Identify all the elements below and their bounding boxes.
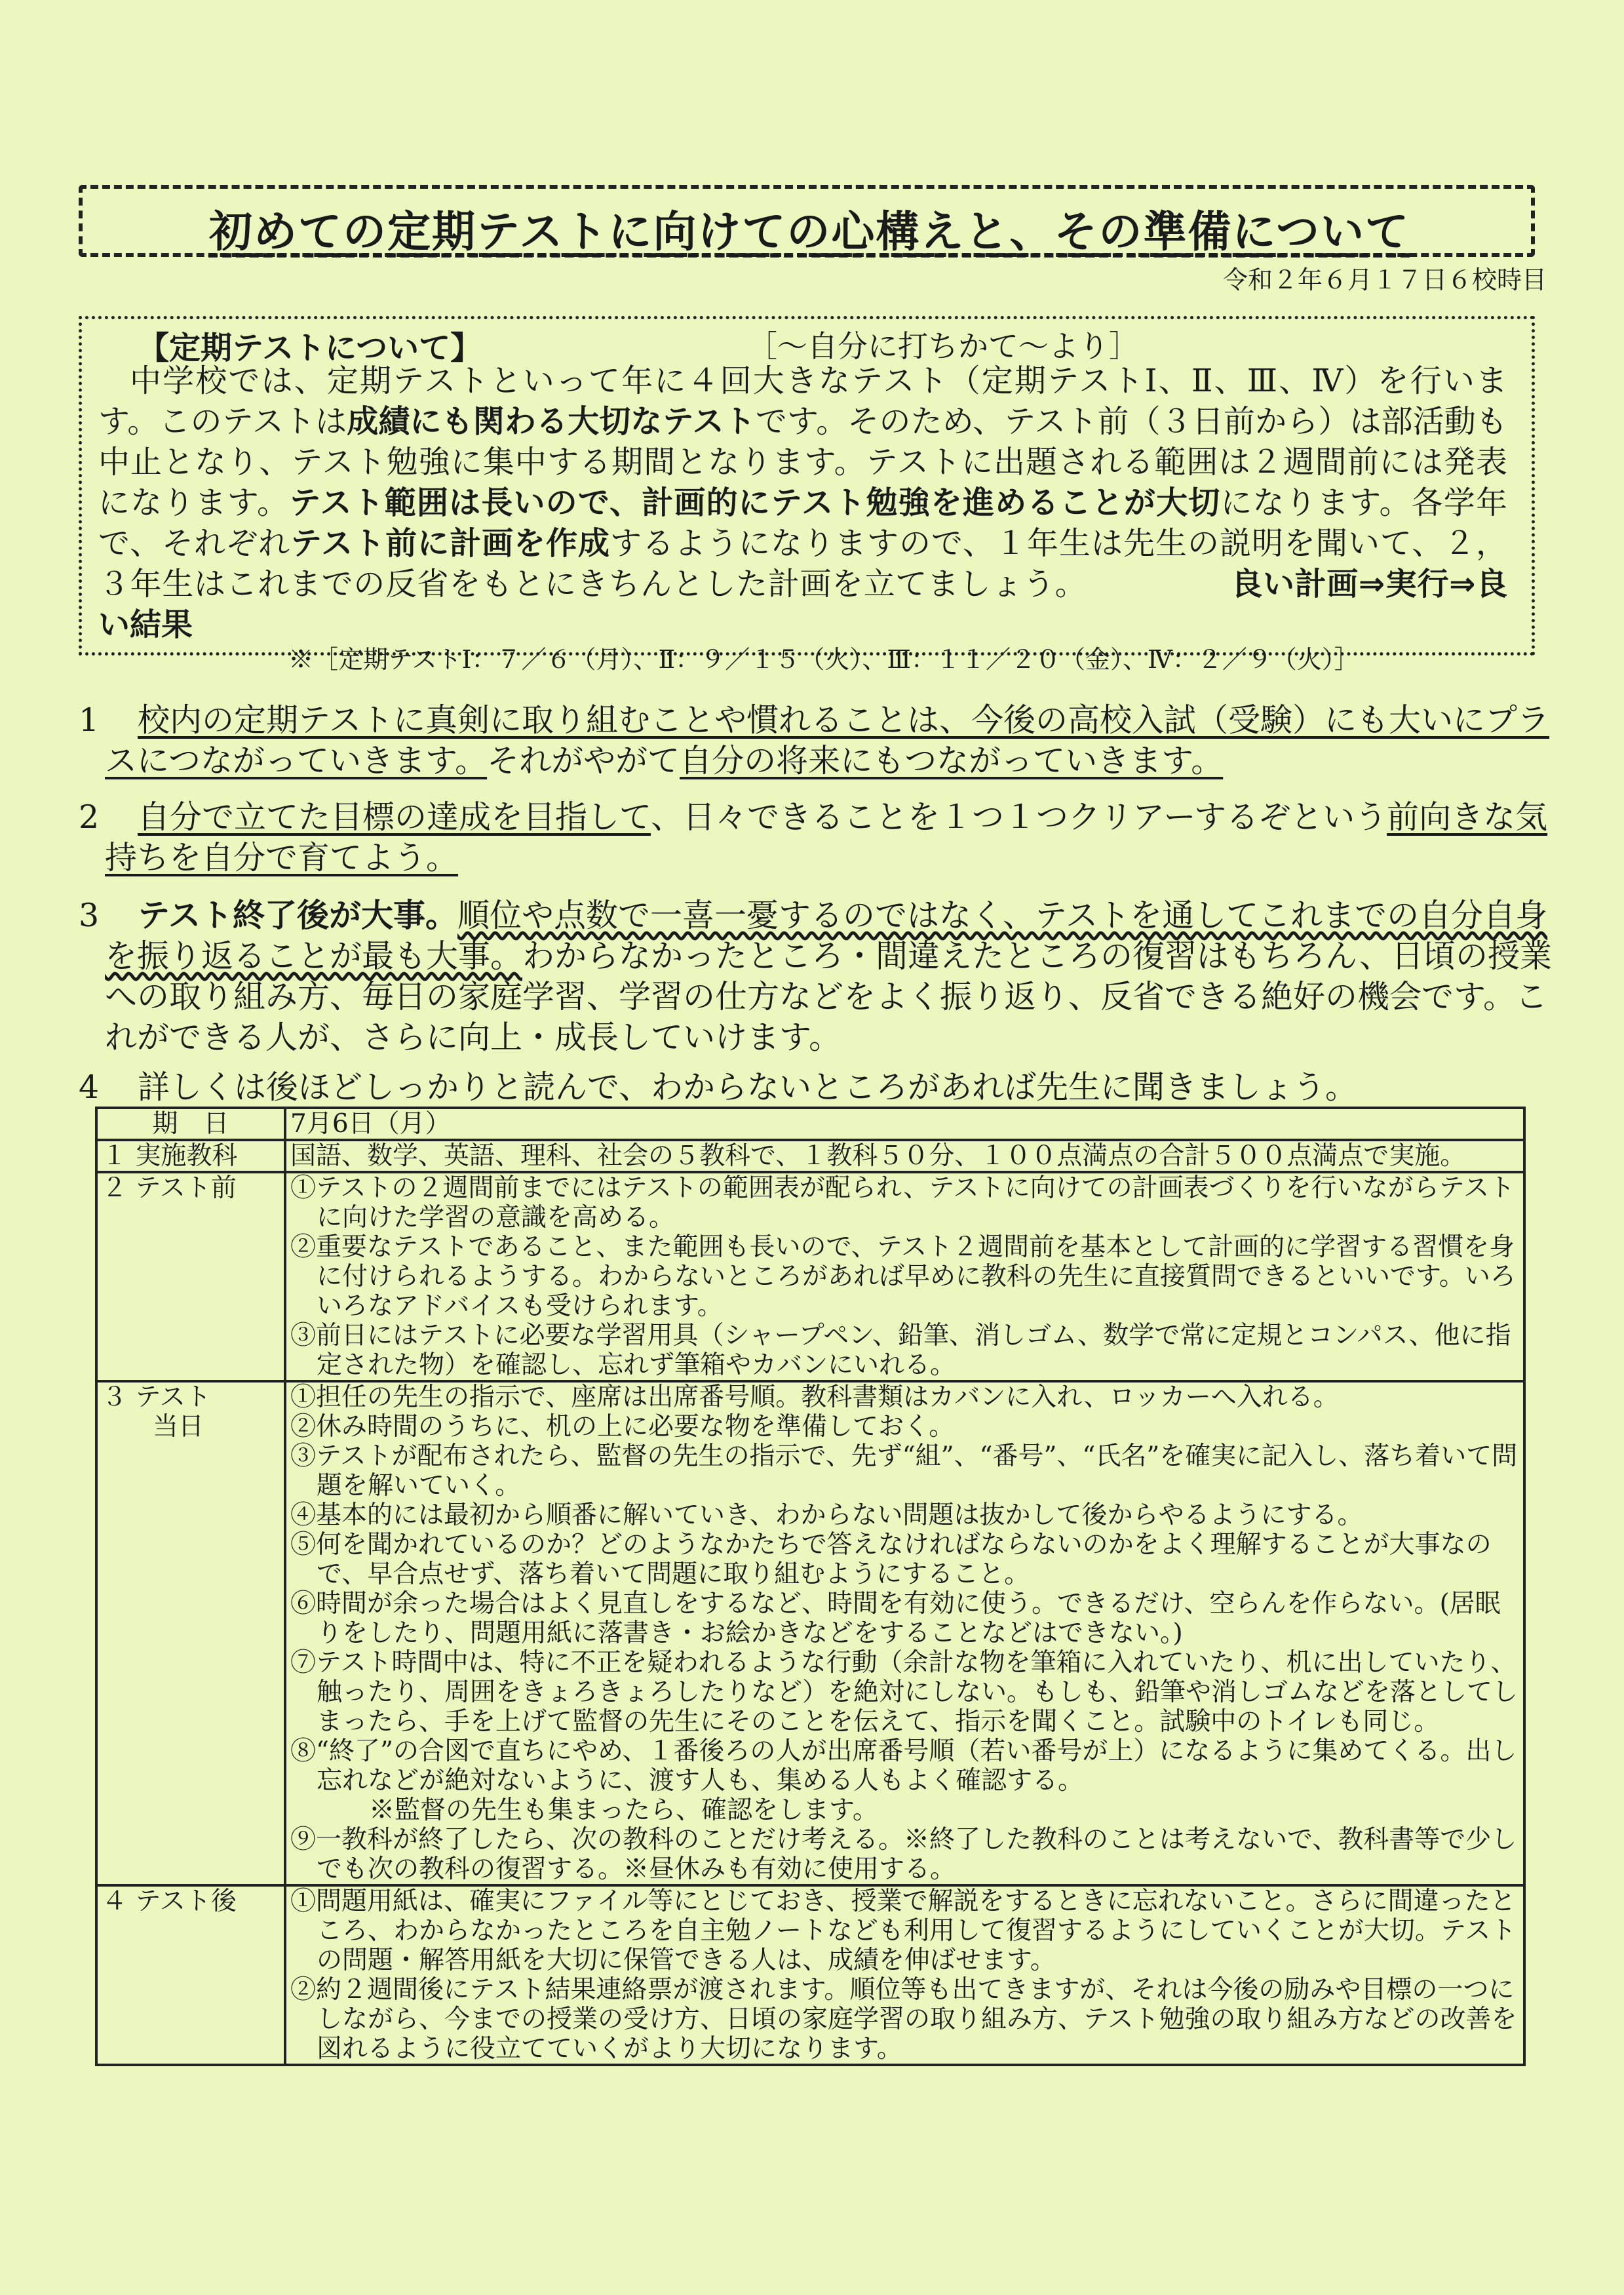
row-line: ⑦テスト時間中は、特に不正を疑われるような行動（余計な物を筆箱に入れていたり、机に出していたり、触ったり、周囲をきょろきょろしたりなど）を絶対にしない。もしも、鉛筆や消しゴムなどを落としてしまったら、手を上げて監督の先生にそのことを伝えて、指示を聞くこと。試験中のトイレも同じ。 [290,1648,1518,1736]
intro-text-4: するようになりますので、１年生は先生の説明を聞いて、２，３年生はこれまでの反省をもとにきちんとした計画を立てましょう。 [98,525,1507,602]
item-4-text: 詳しくは後ほどしっかりと読んで、わからないところがあれば先生に聞きましょう。 [138,1069,1358,1106]
row-line: ②重要なテストであること、また範囲も長いので、テスト２週間前を基本として計画的に学習する習慣を身に付けられるようする。わからないところがあれば早めに教科の先生に直接質問できるといいです。いろいろなアドバイスも受けられます。 [290,1232,1516,1321]
schedule-table [95,1107,1526,2066]
row-line: ⑤何を聞かれているのか？どのようなかたちで答えなければならないのかをよく理解することが大事なので、早合点せず、落ち着いて問題に取り組むようにすること。 [290,1530,1492,1589]
row-line: ①テストの２週間前までにはテストの範囲表が配られ、テストに向けての計画表づくりを行いながらテストに向けた学習の意識を高める。 [290,1173,1515,1232]
slogan: 良い計画⇒実行⇒良い結果 [98,566,1507,643]
intro-bold-3: テスト前に計画を作成 [290,525,611,562]
item-number: 3 [79,897,100,934]
intro-text-1: 中学校では、定期テストといって年に４回大きなテスト（定期テストⅠ、Ⅱ、Ⅲ、Ⅳ）を行います。このテストは [98,363,1507,440]
item-2-underlined-2: 前向きな気持ちを自分で育てよう。 [105,798,1548,876]
list-item-3 [79,895,1553,1058]
header-date-label: 期 日 [96,1108,285,1140]
intro-source: ［～自分に打ちかて～より］ [747,328,1139,364]
item-1-text: それがやがて [487,742,680,779]
row-content [285,1381,1524,1885]
row-label: １ 実施教科 [96,1140,285,1172]
row-content [285,1885,1524,2065]
table-row [96,1381,1524,1885]
row-label: ４ テスト後 [96,1885,285,2065]
item-number: 1 [79,701,100,739]
row-label: ２ テスト前 [96,1172,285,1381]
table-row [96,1885,1524,2065]
row-note: ※監督の先生も集まったら、確認をします。 [369,1795,878,1825]
row-content [285,1172,1524,1381]
row-line: ③テストが配布されたら、監督の先生の指示で、先ず“組”、“番号”、“氏名”を確実に記入し、落ち着いて問題を解いていく。 [290,1442,1518,1501]
item-number: 4 [79,1069,100,1106]
item-3-wavy: 順位や点数で一喜一憂するのではなく、テストを通してこれまでの自分自身を振り返ることが最も大事。 [105,897,1548,975]
intro-text-2: です。そのため、テスト前（３日前から）は部活動も中止となり、テスト勉強に集中する期間となります。テストに出題される範囲は２週間前には発表になります。 [98,403,1507,521]
page-title: 初めての定期テストに向けての心構えと、その準備について [208,206,1410,257]
item-1-underlined: 校内の定期テストに真剣に取り組むことや慣れることは、今後の高校入試（受験）にも大いにプラスにつながっていきます。 [105,701,1550,779]
date: 令和２年６月１７日６校時目 [1222,265,1547,294]
row-line: ②約２週間後にテスト結果連絡票が渡されます。順位等も出てきますが、それは今後の励みや目標の一つにしながら、今までの授業の受け方、日頃の家庭学習の取り組み方、テスト勉強の取り組み方などの改善を図れるように役立てていくがより大切になります。 [290,1975,1517,2064]
intro-heading: 【定期テストについて】 [138,330,482,366]
header-date-value: 7月6日（月） [285,1108,1524,1140]
item-3-text: わからなかったところ・間違えたところの復習はもちろん、日頃の授業への取り組み方、毎日の家庭学習、学習の仕方などをよく振り返り、反省できる絶好の機会です。これができる人が、さらに向上・成長していけます。 [105,937,1552,1056]
item-1-underlined-2: 自分の将来にもつながっていきます。 [680,742,1224,779]
row-content [285,1140,1524,1172]
item-2-text: 、日々できることを１つ１つクリアーするぞという [651,798,1387,836]
intro-bold-2: テスト範囲は長いので、計画的にテスト勉強を進めることが大切 [289,484,1221,521]
table-row [96,1140,1524,1172]
schedule-note: ※［定期テストⅠ：７／６（月）、Ⅱ：９／１５（火）、Ⅲ：１１／２０（金）、Ⅳ：２／９（火）］ [288,645,1359,674]
intro-text-3: になります。各学年で、それぞれ [98,484,1507,562]
row-line: ⑨一教科が終了したら、次の教科のことだけ考える。※終了した教科のことは考えないで、教科書等で少しでも次の教科の復習する。※昼休みも有効に使用する。 [290,1825,1517,1884]
intro-paragraph [98,361,1507,645]
row-line: ①担任の先生の指示で、座席は出席番号順。教科書類はカバンに入れ、ロッカーへ入れる。 [290,1383,1339,1412]
row-line: ⑥時間が余った場合はよく見直しをするなど、時間を有効に使う。できるだけ、空らんを作らない。(居眠りをしたり、問題用紙に落書き・お絵かきなどをすることなどはできない。) [290,1589,1501,1648]
row-line: 国語、数学、英語、理科、社会の５教科で、１教科５０分、１００点満点の合計５００点満点で実施。 [290,1141,1466,1171]
row-line: ③前日にはテストに必要な学習用具（シャープペン、鉛筆、消しゴム、数学で常に定規とコンパス、他に指定された物）を確認し、忘れず筆箱やカバンにいれる。 [290,1321,1511,1380]
item-2-underlined: 自分で立てた目標の達成を目指して [138,798,651,836]
intro-bold-1: 成績にも関わる大切なテスト [347,403,756,440]
row-line: ②休み時間のうちに、机の上に必要な物を準備しておく。 [290,1412,955,1442]
row-line: ①問題用紙は、確実にファイル等にとじておき、授業で解説をするときに忘れないこと。さらに間違ったところ、わからなかったところを自主勉ノートなども利用して復習するようにしていくことが大切。テストの問題・解答用紙を大切に保管できる人は、成績を伸ばせます。 [290,1887,1517,1975]
list-item-4 [79,1067,1553,1108]
row-label: ３ テスト 当日 [96,1381,285,1885]
list-item-1 [79,700,1553,781]
table-row [96,1172,1524,1381]
item-3-bold: テスト終了後が大事。 [138,897,458,934]
table-header-row [96,1108,1524,1140]
row-line: ④基本的には最初から順番に解いていき、わからない問題は抜かして後からやるようにする。 [290,1501,1363,1530]
list-item-2 [79,797,1553,878]
row-line: ⑧“終了”の合図で直ちにやめ、１番後ろの人が出席番号順（若い番号が上）になるように集めてくる。出し忘れなどが絶対ないように、渡す人も、集める人もよく確認する。 [290,1736,1517,1795]
item-number: 2 [79,798,100,836]
